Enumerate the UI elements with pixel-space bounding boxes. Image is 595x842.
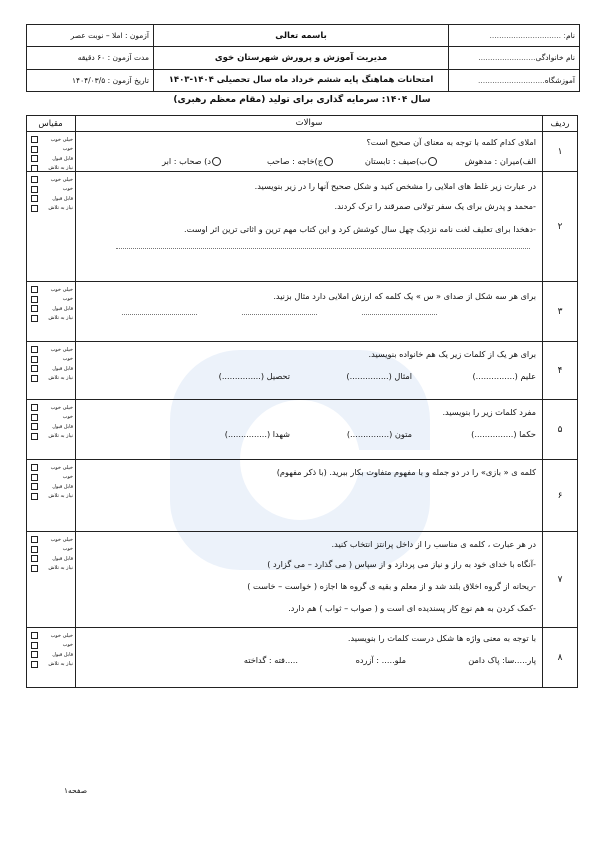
scale-cell: [27, 460, 74, 531]
checkbox-icon[interactable]: [31, 305, 38, 312]
scale-option[interactable]: [31, 473, 73, 483]
question-number: ۳: [542, 282, 577, 341]
header-scale: مقیاس: [38, 118, 63, 129]
header-number: ردیف: [542, 116, 577, 131]
checkbox-icon[interactable]: [31, 315, 38, 322]
scale-cell: [27, 628, 74, 687]
question-sentence-2: -دهخدا برای تعلیف لغت نامه نزدیک چهل سال کوشش کرد و این کتاب مهم ترین و اثاتی ترین اثر اوست.: [184, 224, 536, 234]
scale-option[interactable]: [31, 432, 73, 442]
scale-cell: [27, 342, 74, 399]
scale-label: قابل قبول: [52, 483, 73, 490]
exam-title: امتحانات هماهنگ پایه ششم خرداد ماه سال تحصیلی ۱۴۰۴-۱۴۰۳: [168, 75, 434, 86]
scale-option[interactable]: [31, 204, 73, 214]
scale-cell: [27, 400, 74, 459]
question-text: در عبارت زیر غلط های املایی را مشخص کنید و شکل صحیح آنها را در زیر بنویسید.: [254, 181, 536, 191]
scale-label: خیلی خوب: [50, 404, 73, 411]
student-name-field[interactable]: نام : ..............................: [449, 25, 579, 47]
table-header-row: [27, 116, 577, 132]
scale-option[interactable]: [31, 364, 73, 374]
scale-label: نیاز به تلاش: [48, 661, 73, 668]
scale-label: خیلی خوب: [50, 136, 73, 143]
scale-option[interactable]: [31, 641, 73, 651]
scale-label: نیاز به تلاش: [48, 433, 73, 440]
header-questions: سوالات: [75, 116, 542, 131]
checkbox-icon[interactable]: [31, 464, 38, 471]
scale-option[interactable]: [31, 545, 73, 555]
checkbox-icon[interactable]: [31, 365, 38, 372]
checkbox-icon[interactable]: [31, 195, 38, 202]
question-text: برای هر سه شکل از صدای « س » یک کلمه که ارزش املایی دارد مثال بزنید.: [273, 291, 536, 301]
student-info: [448, 25, 579, 91]
answer-item-2[interactable]: امثال (...............): [346, 371, 412, 381]
question-row-7: [27, 532, 577, 628]
question-body: [75, 460, 542, 531]
scale-cell: [27, 132, 74, 171]
basmala: باسمه تعالی: [154, 25, 448, 47]
question-body: [75, 342, 542, 399]
scale-label: قابل قبول: [52, 651, 73, 658]
question-row-2: [27, 172, 577, 282]
scale-option[interactable]: [31, 295, 73, 305]
scale-cell: [27, 172, 74, 281]
checkbox-icon[interactable]: [31, 375, 38, 382]
scale-label: قابل قبول: [52, 423, 73, 430]
scale-label: خوب: [62, 296, 73, 303]
question-number: ۵: [542, 400, 577, 459]
checkbox-icon[interactable]: [31, 286, 38, 293]
checkbox-icon[interactable]: [31, 136, 38, 143]
scale-option[interactable]: [31, 175, 73, 185]
question-row-3: [27, 282, 577, 342]
scale-option[interactable]: [31, 403, 73, 413]
page-number: صفحه۱: [64, 786, 88, 795]
scale-option[interactable]: [31, 304, 73, 314]
exam-meta: [27, 25, 153, 91]
option-a[interactable]: الف)میران : مدهوش: [464, 156, 536, 166]
scale-label: خوب: [62, 146, 73, 153]
year-slogan: سال ۱۴۰۴: سرمایه گذاری برای تولید (مقام معظم رهبری): [173, 95, 431, 105]
question-body: [75, 532, 542, 627]
answer-line[interactable]: [122, 314, 197, 315]
question-text: کلمه ی « بازی» را در دو جمله و با مفهوم متفاوت بکار ببرید. (با ذکر مفهوم): [276, 467, 536, 477]
scale-option[interactable]: [31, 135, 73, 145]
question-body: [75, 628, 542, 687]
scale-option[interactable]: [31, 492, 73, 502]
radio-circle-icon[interactable]: [428, 157, 437, 166]
checkbox-icon[interactable]: [31, 356, 38, 363]
checkbox-icon[interactable]: [31, 346, 38, 353]
scale-cell: [27, 532, 74, 627]
scale-label: خیلی خوب: [50, 346, 73, 353]
answer-item-1[interactable]: حکما (...............): [471, 429, 536, 439]
checkbox-icon[interactable]: [31, 546, 38, 553]
checkbox-icon[interactable]: [31, 661, 38, 668]
question-row-4: [27, 342, 577, 400]
scale-option[interactable]: [31, 422, 73, 432]
question-sentence-1: -آنگاه با خدای خود به راز و نیاز می پردازد و از سپاس ( می گذارد – می گزارد ): [267, 559, 536, 569]
scale-option[interactable]: [31, 660, 73, 670]
question-text: با توجه به معنی واژه ها شکل درست کلمات را بنویسید.: [347, 633, 536, 643]
scale-label: نیاز به تلاش: [48, 205, 73, 212]
scale-label: خوب: [62, 186, 73, 193]
option-d[interactable]: د) صحاب : ابر: [162, 157, 222, 166]
scale-label: نیاز به تلاش: [48, 315, 73, 322]
checkbox-icon[interactable]: [31, 565, 38, 572]
answer-item-1[interactable]: پار.....سا: پاک دامن: [468, 655, 536, 665]
scale-option[interactable]: [31, 482, 73, 492]
radio-circle-icon[interactable]: [324, 157, 333, 166]
checkbox-icon[interactable]: [31, 483, 38, 490]
question-sentence-2: -ریحانه از گروه اخلاق بلند شد و از معلم و بقیه ی گروه ها اجازه ( خواست – خاست ): [247, 581, 536, 591]
scale-option[interactable]: [31, 154, 73, 164]
question-number: ۸: [542, 628, 577, 687]
scale-label: خیلی خوب: [50, 464, 73, 471]
checkbox-icon[interactable]: [31, 536, 38, 543]
answer-item-3[interactable]: شهدا (...............): [224, 429, 290, 439]
checkbox-icon[interactable]: [31, 186, 38, 193]
scale-option[interactable]: [31, 413, 73, 423]
answer-item-3[interactable]: .....فته : گداخته: [243, 655, 298, 665]
question-number: ۷: [542, 532, 577, 627]
scale-cell: [27, 282, 74, 341]
scale-label: خوب: [62, 414, 73, 421]
scale-option[interactable]: [31, 345, 73, 355]
question-body: [75, 172, 542, 281]
scale-option[interactable]: [31, 554, 73, 564]
scale-label: خیلی خوب: [50, 176, 73, 183]
question-number: ۲: [542, 172, 577, 281]
scale-label: نیاز به تلاش: [48, 375, 73, 382]
answer-line[interactable]: [362, 314, 437, 315]
question-body: [75, 400, 542, 459]
scale-label: خیلی خوب: [50, 632, 73, 639]
checkbox-icon[interactable]: [31, 165, 38, 172]
questions-table: [26, 115, 578, 688]
answer-line[interactable]: [116, 248, 530, 249]
question-body: [75, 132, 542, 171]
question-text: برای هر یک از کلمات زیر یک هم خانواده بنویسید.: [368, 349, 536, 359]
answer-item-2[interactable]: ملو..... : آزرده: [355, 655, 406, 665]
checkbox-icon[interactable]: [31, 474, 38, 481]
question-sentence-1: -محمد و پدرش برای یک سفر تولانی صمرقند را ترک کردند.: [334, 201, 536, 211]
exam-date: تاریخ آزمون : ۱۴۰۴/۰۳/۵: [72, 75, 149, 85]
answer-line[interactable]: [242, 314, 317, 315]
scale-option[interactable]: [31, 145, 73, 155]
checkbox-icon[interactable]: [31, 642, 38, 649]
scale-label: خوب: [62, 642, 73, 649]
checkbox-icon[interactable]: [31, 414, 38, 421]
checkbox-icon[interactable]: [31, 493, 38, 500]
scale-option[interactable]: [31, 631, 73, 641]
question-text: در هر عبارت ، کلمه ی مناسب را از داخل پرانتز انتخاب کنید.: [331, 539, 536, 549]
checkbox-icon[interactable]: [31, 433, 38, 440]
scale-label: قابل قبول: [52, 195, 73, 202]
option-c[interactable]: ج)خاجه : صاحب: [267, 157, 334, 166]
checkbox-icon[interactable]: [31, 651, 38, 658]
scale-label: نیاز به تلاش: [48, 165, 73, 172]
scale-label: خیلی خوب: [50, 286, 73, 293]
checkbox-icon[interactable]: [31, 146, 38, 153]
answer-item-3[interactable]: تحصیل (...............): [218, 371, 290, 381]
question-number: ۱: [542, 132, 577, 171]
question-text: مفرد کلمات زیر را بنویسید.: [442, 407, 536, 417]
scale-option[interactable]: [31, 374, 73, 384]
scale-option[interactable]: [31, 194, 73, 204]
checkbox-icon[interactable]: [31, 155, 38, 162]
answer-item-1[interactable]: علیم (...............): [472, 371, 536, 381]
scale-option[interactable]: [31, 314, 73, 324]
checkbox-icon[interactable]: [31, 632, 38, 639]
exam-duration: مدت آزمون : ۶۰ دقیقه: [27, 47, 153, 69]
scale-option[interactable]: [31, 355, 73, 365]
scale-label: خوب: [62, 546, 73, 553]
question-number: ۶: [542, 460, 577, 531]
question-row-1: [27, 132, 577, 172]
checkbox-icon[interactable]: [31, 555, 38, 562]
department-title: مدیریت آموزش و پرورش شهرستان خوی: [154, 47, 448, 69]
scale-label: نیاز به تلاش: [48, 565, 73, 572]
checkbox-icon[interactable]: [31, 205, 38, 212]
scale-label: خوب: [62, 356, 73, 363]
question-row-5: [27, 400, 577, 460]
school-field[interactable]: آموزشگاه ............................: [477, 75, 575, 85]
scale-option[interactable]: [31, 285, 73, 295]
option-b[interactable]: ب)صیف : تابستان: [365, 157, 438, 166]
scale-label: خیلی خوب: [50, 536, 73, 543]
student-family-field[interactable]: نام خانوادگی ........................: [449, 47, 579, 69]
checkbox-icon[interactable]: [31, 296, 38, 303]
scale-option[interactable]: [31, 463, 73, 473]
checkbox-icon[interactable]: [31, 176, 38, 183]
question-body: [75, 282, 542, 341]
scale-option[interactable]: [31, 535, 73, 545]
scale-label: قابل قبول: [52, 305, 73, 312]
question-row-6: [27, 460, 577, 532]
scale-label: نیاز به تلاش: [48, 493, 73, 500]
exam-header: [26, 24, 580, 92]
question-text: املای کدام کلمه با توجه به معنای آن صحیح است؟: [366, 137, 536, 147]
checkbox-icon[interactable]: [31, 423, 38, 430]
radio-circle-icon[interactable]: [212, 157, 221, 166]
exam-title-block: [153, 25, 448, 91]
scale-label: قابل قبول: [52, 555, 73, 562]
question-sentence-3: -کمک کردن به هم نوع کار پسندیده ای است و ( صواب – ثواب ) هم دارد.: [288, 603, 536, 613]
scale-option[interactable]: [31, 564, 73, 574]
scale-label: خوب: [62, 474, 73, 481]
scale-label: قابل قبول: [52, 365, 73, 372]
answer-item-2[interactable]: متون (...............): [346, 429, 412, 439]
scale-option[interactable]: [31, 650, 73, 660]
scale-option[interactable]: [31, 185, 73, 195]
question-row-8: [27, 628, 577, 687]
scale-label: قابل قبول: [52, 155, 73, 162]
checkbox-icon[interactable]: [31, 404, 38, 411]
question-number: ۴: [542, 342, 577, 399]
exam-subject: آزمون : املا – نوبت عصر: [27, 25, 153, 47]
